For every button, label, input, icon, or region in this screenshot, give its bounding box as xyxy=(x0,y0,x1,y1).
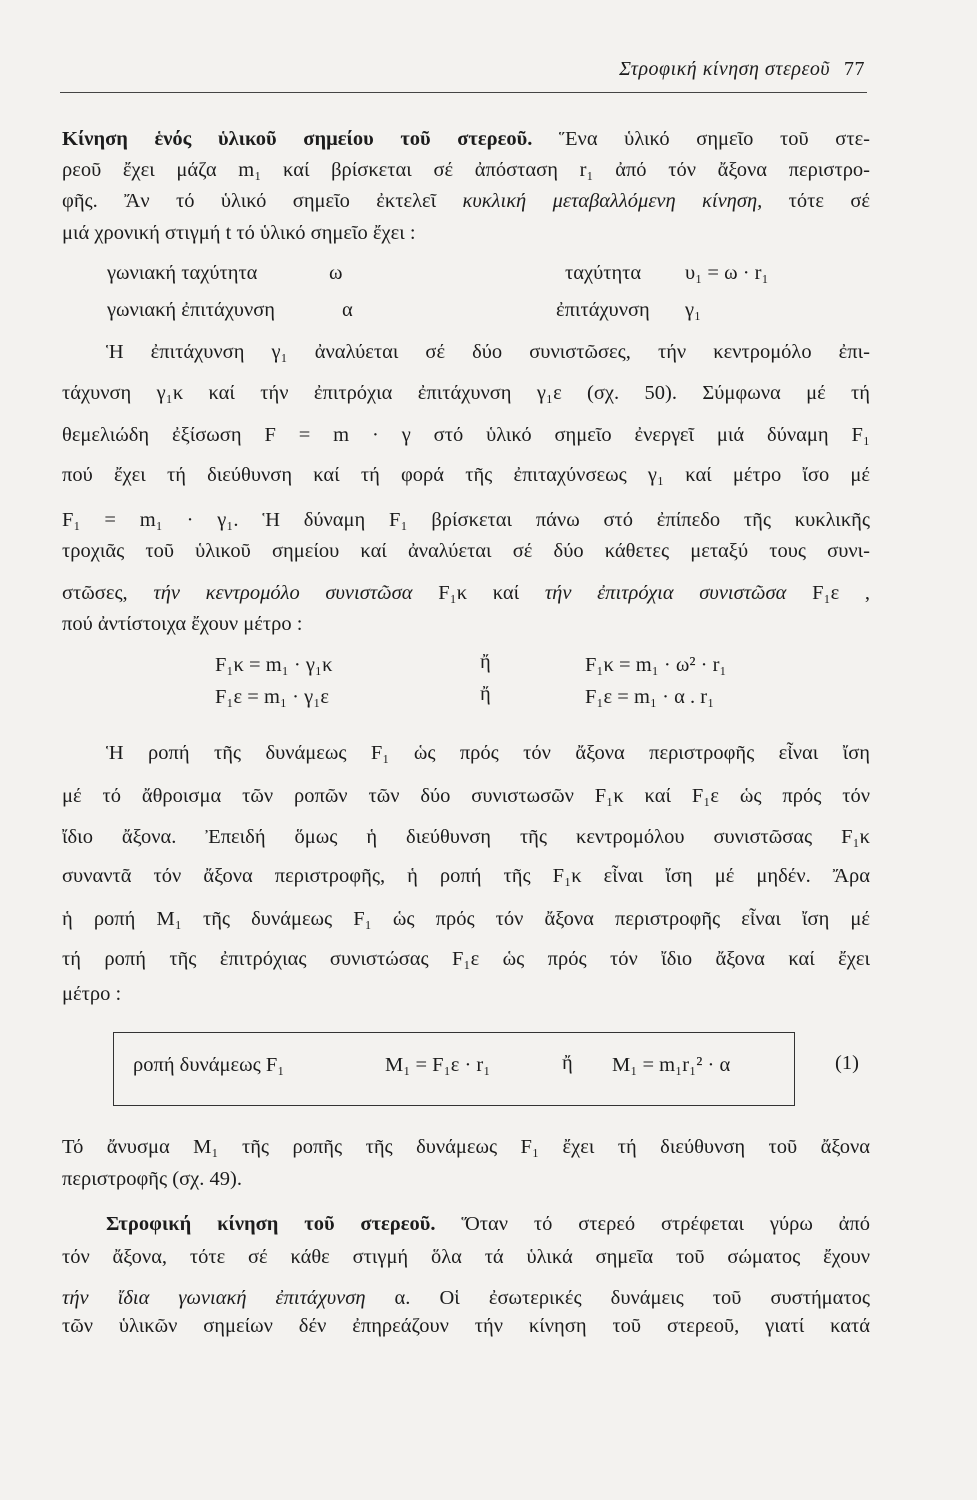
boxed-equation: M₁ = F₁ε · r₁ xyxy=(385,1054,491,1076)
equation: F₁κ = m₁ · γ₁κ xyxy=(215,654,333,676)
text-line: θεμελιώδη ἐξίσωση F = m · γ στό ὑλικό σημεῖο ἐνεργεῖ μιά δύναμη F₁ xyxy=(62,424,870,446)
text-line: μέτρο : xyxy=(62,983,122,1005)
text-line: ἴδιο ἄξονα. Ἐπειδή ὅμως ἡ διεύθυνση τῆς κεντρομόλου συνιστῶσας F₁κ xyxy=(62,826,870,848)
quantity-row xyxy=(565,260,865,286)
text-line: περιστροφῆς (σχ. 49). xyxy=(62,1168,242,1190)
quantity-equation: υ₁ = ω · r₁ xyxy=(685,262,769,284)
text-line: Τό ἄνυσμα M₁ τῆς ροπῆς τῆς δυνάμεως F₁ ἔχει τή διεύθυνση τοῦ ἄξονα xyxy=(62,1136,870,1158)
text-line xyxy=(62,580,870,606)
text-line: μέ τό ἄθροισμα τῶν ροπῶν τῶν δύο συνιστωσῶν F₁κ καί F₁ε ὡς πρός τόν xyxy=(62,785,870,807)
quantity-row xyxy=(107,297,407,323)
quantity-symbol: α xyxy=(342,299,353,321)
text-line: πού ἀντίστοιχα ἔχουν μέτρο : xyxy=(62,613,303,635)
section-heading: Στροφική κίνηση τοῦ στερεοῦ. xyxy=(106,1213,436,1235)
text-line: πού ἔχει τή διεύθυνση καί τή φορά τῆς ἐπιταχύνσεως γ₁ καί μέτρο ἴσο μέ xyxy=(62,464,870,486)
text-segment: φῆς. Ἄν τό ὑλικό σημεῖο ἐκτελεῖ xyxy=(62,190,437,212)
text-line: ἡ ροπή M₁ τῆς δυνάμεως F₁ ὡς πρός τόν ἄξονα περιστροφῆς εἶναι ἴση μέ xyxy=(62,908,870,930)
text-segment: Ὅταν τό στερεό στρέφεται γύρω ἀπό xyxy=(461,1213,870,1235)
equation-or: ἤ xyxy=(480,651,491,673)
page-number: 77 xyxy=(844,58,865,80)
symbol: F₁κ xyxy=(438,582,468,604)
section-heading: Κίνηση ἑνός ὑλικοῦ σημείου τοῦ στερεοῦ. xyxy=(62,128,533,150)
equation-or: ἤ xyxy=(480,683,491,705)
text-line: ρεοῦ ἔχει μάζα m₁ καί βρίσκεται σέ ἀπόσταση r₁ ἀπό τόν ἄξονα περιστρο- xyxy=(62,159,870,181)
quantity-label: ἐπιτάχυνση xyxy=(556,299,650,321)
quantity-label: γωνιακή ταχύτητα xyxy=(107,262,258,284)
quantity-row xyxy=(107,260,407,286)
text-line: F₁ = m₁ · γ₁. Ἡ δύναμη F₁ βρίσκεται πάνω στό ἐπίπεδο τῆς κυκλικῆς xyxy=(62,509,870,531)
text-line xyxy=(62,1285,870,1311)
section-heading-line xyxy=(62,126,870,152)
text-line: Ἡ ροπή τῆς δυνάμεως F₁ ὡς πρός τόν ἄξονα περιστροφῆς εἶναι ἴση xyxy=(106,742,870,764)
symbol: α. xyxy=(394,1287,411,1309)
italic-term: κυκλική μεταβαλλόμενη κίνηση, xyxy=(462,190,763,212)
running-header xyxy=(619,58,865,81)
equation: F₁ε = m₁ · γ₁ε xyxy=(215,686,329,708)
text-segment: στῶσες, xyxy=(62,582,128,604)
boxed-equation: M₁ = m₁r₁² · α xyxy=(612,1054,731,1076)
boxed-label: ροπή δυνάμεως F₁ xyxy=(133,1054,285,1076)
equation-or: ἤ xyxy=(562,1052,573,1074)
italic-term: τήν ἴδια γωνιακή ἐπιτάχυνση xyxy=(62,1287,366,1309)
text-line xyxy=(62,188,870,214)
quantity-row xyxy=(556,297,856,323)
text-line: Ἡ ἐπιτάχυνση γ₁ ἀναλύεται σέ δύο συνιστῶσες, τήν κεντρομόλο ἐπι- xyxy=(106,341,870,363)
text-segment: Οἱ ἐσωτερικές δυνάμεις τοῦ συστήματος xyxy=(439,1287,871,1309)
quantity-label: ταχύτητα xyxy=(565,262,642,284)
text-segment: Ἕνα ὑλικό σημεῖο τοῦ στε- xyxy=(559,128,871,150)
text-line: τή ροπή τῆς ἐπιτρόχιας συνιστώσας F₁ε ὡς πρός τόν ἴδιο ἄξονα καί ἔχει xyxy=(62,948,870,970)
header-rule xyxy=(60,92,867,93)
text-line: τῶν ὑλικῶν σημείων δέν ἐπηρεάζουν τήν κίνηση τοῦ στερεοῦ, γιατί κατά xyxy=(62,1315,870,1337)
equation-number: (1) xyxy=(835,1052,859,1074)
text-line: συναντᾶ τόν ἄξονα περιστροφῆς, ἡ ροπή τῆς F₁κ εἶναι ἴση μέ μηδέν. Ἄρα xyxy=(62,865,870,887)
text-line: τροχιᾶς τοῦ ὑλικοῦ σημείου καί ἀναλύεται σέ δύο κάθετες μεταξύ τους συνι- xyxy=(62,540,870,562)
symbol: F₁ε , xyxy=(812,582,871,604)
section-heading-line xyxy=(106,1211,870,1237)
italic-term: τήν κεντρομόλο συνιστῶσα xyxy=(153,582,413,604)
quantity-symbol: ω xyxy=(329,262,343,284)
text-line: τάχυνση γ₁κ καί τήν ἐπιτρόχια ἐπιτάχυνση γ₁ε (σχ. 50). Σύμφωνα μέ τή xyxy=(62,382,870,404)
quantity-symbol: γ₁ xyxy=(685,299,702,321)
equation: F₁ε = m₁ · α . r₁ xyxy=(585,686,715,708)
equation: F₁κ = m₁ · ω² · r₁ xyxy=(585,654,727,676)
text-line: τόν ἄξονα, τότε σέ κάθε στιγμή ὅλα τά ὑλικά σημεῖα τοῦ σώματος ἔχουν xyxy=(62,1246,870,1268)
quantity-label: γωνιακή ἐπιτάχυνση xyxy=(107,299,275,321)
text-segment: καί xyxy=(492,582,520,604)
running-title: Στροφική κίνηση στερεοῦ xyxy=(619,58,830,80)
text-segment: τότε σέ xyxy=(788,190,871,212)
text-line: μιά χρονική στιγμή t τό ὑλικό σημεῖο ἔχει : xyxy=(62,222,416,244)
italic-term: τήν ἐπιτρόχια συνιστῶσα xyxy=(544,582,787,604)
